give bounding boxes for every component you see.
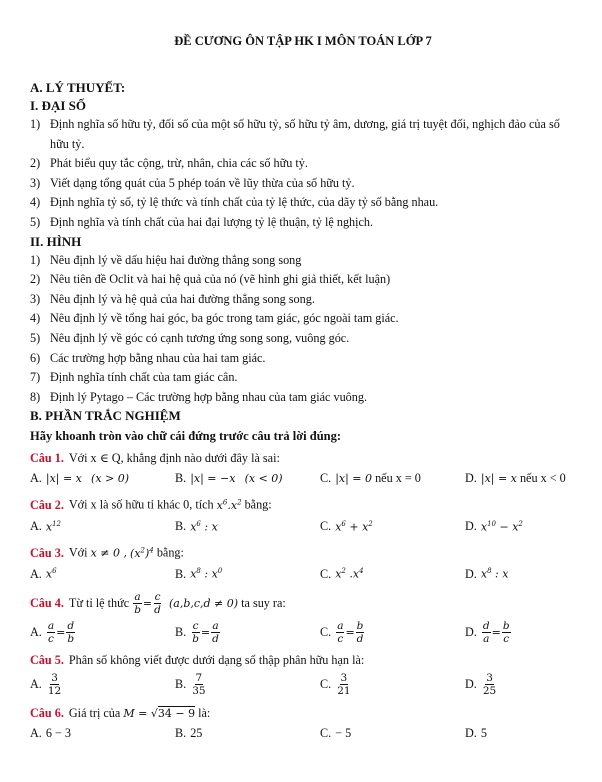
question-label: Câu 5. — [30, 652, 64, 667]
question-label: Câu 2. — [30, 497, 64, 512]
option-d[interactable]: D. |x| = x nếu x < 0 — [465, 471, 566, 486]
question-3: Câu 3. Với x ≠ 0 , $(x^2)^4$ bằng: — [30, 545, 184, 560]
option-a[interactable]: A. $\frac{3}{12}$ — [30, 672, 62, 698]
question-label: Câu 4. — [30, 595, 64, 610]
question-2-options — [30, 516, 576, 537]
list-item: 2) Phát biểu quy tắc cộng, trừ, nhân, chia các số hữu tỷ. — [30, 156, 308, 171]
question-label: Câu 3. — [30, 545, 64, 560]
geometry-list — [30, 251, 576, 408]
question-label: Câu 6. — [30, 705, 64, 720]
list-item: 7) Định nghĩa tính chất của tam giác cân. — [30, 370, 238, 385]
list-item: 3) Viết dạng tổng quát của 5 phép toán về lũy thừa của số hữu tỷ. — [30, 175, 355, 190]
option-c[interactable]: C. $\frac{a}{c}$ = $\frac{b}{d}$ — [320, 620, 364, 646]
sqrt-sign: √ — [150, 706, 158, 720]
list-item: 5) Định nghĩa và tính chất của hai đại lượng tỷ lệ thuận, tỷ lệ nghịch. — [30, 214, 374, 229]
question-4: Câu 4. Từ tỉ lệ thức $\frac{a}{b}$ = $\frac{c}{d}$ (a,b,c,d ≠ 0) ta suy ra: — [30, 591, 286, 617]
list-item: 1) Định nghĩa số hữu tỷ, đối số của một số hữu tỷ, số hữu tỷ âm, dương, giá trị tuyệt đối, nghịch đảo của số hữu tỷ. — [30, 117, 560, 151]
option-d[interactable]: D. $\frac{3}{25}$ — [465, 672, 497, 698]
algebra-heading: I. ĐẠI SỐ — [30, 98, 86, 113]
algebra-list — [30, 115, 576, 233]
option-b[interactable]: B. |x| = −x (x < 0) — [175, 471, 283, 486]
option-a[interactable]: A. 6 − 3 — [30, 726, 72, 741]
list-item: 3) Nêu định lý và hệ quả của hai đường thẳng song song. — [30, 291, 315, 306]
document-title: ĐỀ CƯƠNG ÔN TẬP HK I MÔN TOÁN LỚP 7 — [174, 34, 432, 48]
option-d[interactable]: D. 5 — [465, 726, 487, 741]
option-d[interactable]: D. $\frac{d}{a}$ = $\frac{b}{c}$ — [465, 620, 510, 646]
question-6-options — [30, 724, 576, 744]
list-item: 1) Nêu định lý về dấu hiệu hai đường thẳng song song — [30, 252, 302, 267]
option-a[interactable]: A. $x^{12}$ — [30, 518, 61, 534]
option-b[interactable]: B. $\frac{c}{b}$ = $\frac{a}{d}$ — [175, 620, 219, 646]
option-a[interactable]: A. |x| = x (x > 0) — [30, 471, 130, 486]
question-5: Câu 5. Phân số không viết được dưới dạng số thập phân hữu hạn là: — [30, 652, 365, 667]
list-item: 8) Định lý Pytago – Các trường hợp bằng nhau của tam giác vuông. — [30, 389, 368, 404]
question-2: Câu 2. Với x là số hữu tỉ khác 0, tích $x^6.x^2$ bằng: — [30, 497, 272, 512]
option-b[interactable]: B. $x^8$ : $x^0$ — [175, 566, 223, 581]
option-c[interactable]: C. |x| = 0 nếu x = 0 — [320, 471, 421, 486]
option-d[interactable]: D. $x^{10} - x^2$ — [465, 518, 523, 534]
option-a[interactable]: A. $\frac{a}{c}$ = $\frac{d}{b}$ — [30, 620, 75, 646]
option-a[interactable]: A. $x^6$ — [30, 566, 57, 581]
quiz-heading: B. PHẦN TRẮC NGHIỆM — [30, 408, 181, 424]
theory-heading: A. LÝ THUYẾT: — [30, 80, 126, 95]
question-5-options — [30, 670, 576, 700]
option-c[interactable]: C. $x^6 + x^2$ — [320, 518, 373, 534]
option-d[interactable]: D. $x^8$ : x — [465, 566, 509, 581]
list-item: 2) Nêu tiên đề Oclit và hai hệ quả của nó (vẽ hình ghi giả thiết, kết luận) — [30, 272, 391, 287]
option-b[interactable]: B. $x^6$ : x — [175, 518, 218, 534]
question-label: Câu 1. — [30, 451, 64, 466]
geometry-heading: II. HÌNH — [30, 233, 82, 249]
option-b[interactable]: B. 25 — [175, 726, 203, 741]
question-1-options — [30, 468, 576, 489]
list-item: 6) Các trường hợp bằng nhau của hai tam giác. — [30, 350, 266, 365]
question-4-options — [30, 618, 576, 648]
quiz-instruction: Hãy khoanh tròn vào chữ cái đứng trước câu trả lời đúng: — [30, 429, 342, 444]
option-b[interactable]: B. $\frac{7}{35}$ — [175, 672, 206, 698]
question-1: Câu 1. Với x ∈ Q, khẳng định nào dưới đây là sai: — [30, 451, 280, 466]
option-c[interactable]: C. $x^2$ $.x^4$ — [320, 566, 364, 581]
question-6: Câu 6. Giá trị của M = √34 − 9 là: — [30, 705, 211, 720]
option-c[interactable]: C. $\frac{3}{21}$ — [320, 672, 351, 698]
option-c[interactable]: C. − 5 — [320, 726, 352, 741]
question-3-options — [30, 564, 576, 585]
list-item: 4) Nêu định lý về tổng hai góc, ba góc trong tam giác, góc ngoài tam giác. — [30, 311, 399, 326]
list-item: 4) Định nghĩa tỷ số, tỷ lệ thức và tính chất của tỷ lệ thức, của dãy tỷ số bằng nhau. — [30, 195, 439, 210]
list-item: 5) Nêu định lý về góc có cạnh tương ứng song song, vuông góc. — [30, 330, 350, 345]
